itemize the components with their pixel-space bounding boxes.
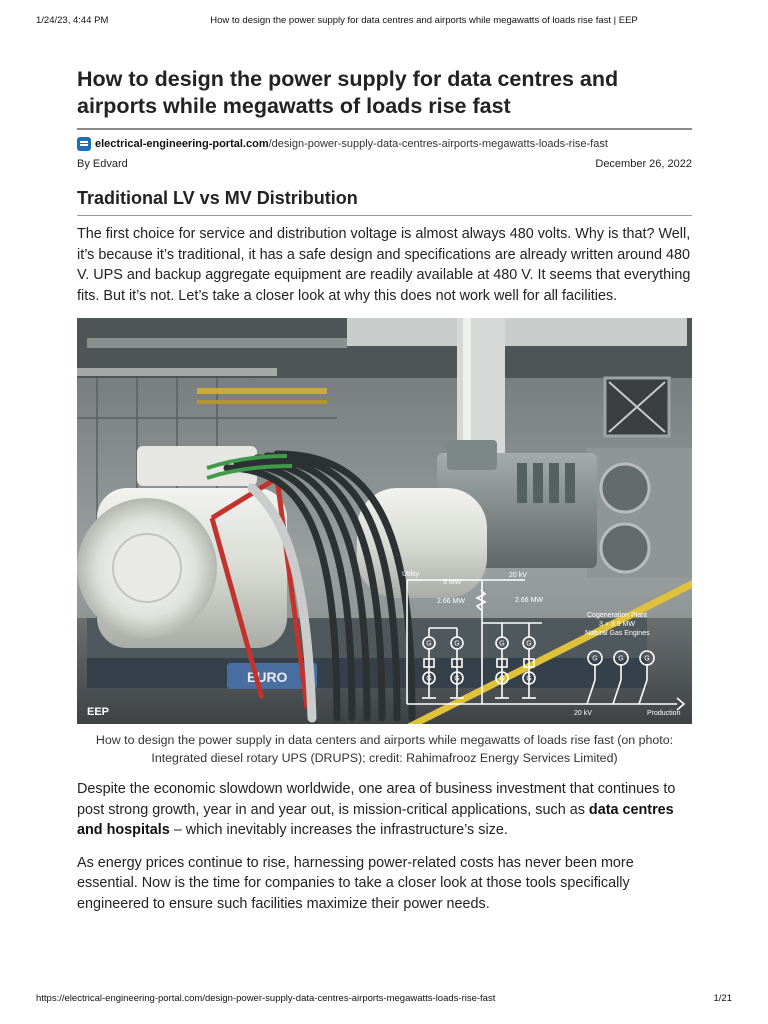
source-link[interactable] xyxy=(77,135,692,153)
print-datetime: 1/24/23, 4:44 PM xyxy=(36,15,109,26)
paragraph-1: The first choice for service and distribution voltage is almost always 480 volts. Why is that? Well, it’s because it’s traditional, it has a safe design and specifications are already written around 480 V. UPS and backup aggregate equipment are readily available at 480 V. It seems that everything fits. But it’s not. Let’s take a closer look at why this does not work well for all facilities. xyxy=(77,226,691,304)
label-cogeneration-units: 3 × 3.9 MW xyxy=(599,621,635,628)
print-url: https://electrical-engineering-portal.com/design-power-supply-data-centres-airports-megawatts-loads-rise-fast xyxy=(36,993,496,1004)
source-domain[interactable]: electrical-engineering-portal.com xyxy=(95,138,269,150)
article xyxy=(77,66,692,914)
label-2-66mw-left: 2.66 MW xyxy=(437,598,466,605)
label-20kv-top: 20 kV xyxy=(509,572,527,579)
site-logo-icon xyxy=(77,137,91,151)
generator-label: G xyxy=(499,675,505,683)
title-divider xyxy=(77,128,692,130)
brand-text: EURO xyxy=(247,669,288,685)
paragraph-2 xyxy=(77,779,692,841)
figure xyxy=(77,318,692,767)
label-cogeneration: Cogeneration Plant xyxy=(587,612,647,619)
print-footer xyxy=(36,993,732,1007)
generator-label: G xyxy=(526,640,532,648)
label-5mw: 5 MW xyxy=(443,579,462,586)
label-20kv-bottom: 20 kV xyxy=(574,710,592,717)
generator-label: G xyxy=(526,675,532,683)
paragraph-3: As energy prices continue to rise, harnessing power-related costs has never been more essential. Now is the time for companies to take a closer look at those tools specifically engineered to ensure such facilities maximize their power needs. xyxy=(77,854,634,912)
byline xyxy=(77,158,692,174)
generator-label: G xyxy=(618,655,624,663)
generator-label: G xyxy=(592,655,598,663)
generator-label: G xyxy=(454,675,460,683)
generator-label: G xyxy=(426,675,432,683)
paragraph-2-lead: Despite the economic slowdown worldwide, one area of business investment that continues to post strong growth, year in and year out, is mission-critical applications, such as xyxy=(77,781,676,818)
author: By Edvard xyxy=(77,158,128,170)
label-production: Production xyxy=(647,710,681,717)
print-header xyxy=(36,15,732,29)
generator-label: G xyxy=(426,640,432,648)
label-2-66mw-right: 2.66 MW xyxy=(515,597,544,604)
generator-label: G xyxy=(499,640,505,648)
article-title: How to design the power supply for data centres and airports while megawatts of loads rise fast xyxy=(77,67,619,118)
generator-label: G xyxy=(644,655,650,663)
generator-label: G xyxy=(454,640,460,648)
drups-photo xyxy=(77,318,692,724)
label-utility: Utility xyxy=(402,571,420,578)
section-divider xyxy=(77,215,692,216)
source-path[interactable]: /design-power-supply-data-centres-airports-megawatts-loads-rise-fast xyxy=(268,138,608,150)
publish-date: December 26, 2022 xyxy=(595,158,692,170)
paragraph-2-tail: – which inevitably increases the infrastructure’s size. xyxy=(169,822,508,838)
print-doc-title: How to design the power supply for data centres and airports while megawatts of loads rise fast | EEP xyxy=(210,15,638,26)
figure-caption: How to design the power supply in data centers and airports while megawatts of loads rise fast (on photo: Integrated diesel rotary UPS (DRUPS); credit: Rahimafrooz Energy Services Limited) xyxy=(95,733,674,765)
section-heading: Traditional LV vs MV Distribution xyxy=(77,188,358,208)
page-number: 1/21 xyxy=(713,993,732,1004)
svg-text:EEP: EEP xyxy=(87,706,110,718)
label-natural-gas: Natural Gas Engines xyxy=(585,630,650,637)
paragraph-2-highlight: data centres and hospitals xyxy=(77,801,674,838)
